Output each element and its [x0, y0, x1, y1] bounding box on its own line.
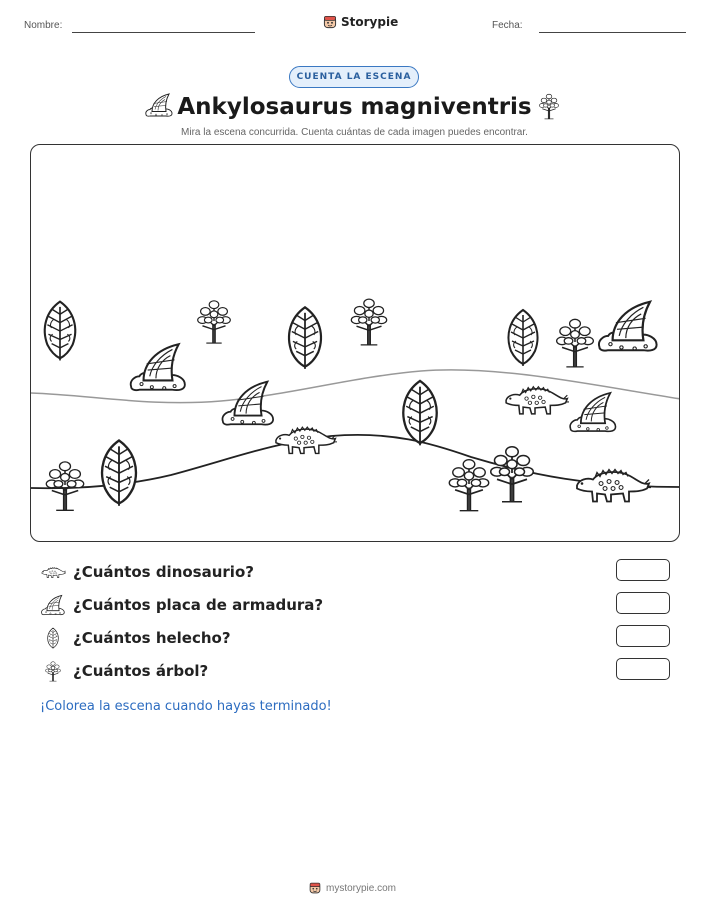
page-subtitle: Mira la escena concurrida. Cuenta cuántas de cada imagen puedes encontrar. [181, 127, 528, 138]
mascot-icon [308, 881, 322, 895]
fern [102, 441, 136, 506]
question-armor-plate [40, 592, 670, 618]
fern [508, 310, 537, 366]
name-label: Nombre: [24, 20, 63, 31]
back-hill-line [31, 370, 680, 403]
dinosaur [577, 470, 651, 502]
storypie-logo [322, 12, 398, 32]
tree [198, 301, 231, 343]
answer-box-fern[interactable] [616, 625, 670, 647]
armor-plate [570, 393, 615, 431]
fern [403, 381, 436, 445]
footer [308, 879, 396, 897]
footer-url: mystorypie.com [326, 882, 397, 894]
counting-scene [30, 144, 680, 542]
brand-name: Storypie [341, 15, 399, 29]
question-fern [40, 625, 670, 651]
mascot-icon [322, 14, 338, 30]
dinosaur [276, 427, 337, 453]
name-line[interactable] [72, 32, 255, 33]
question-text: ¿Cuántos dinosaurio? [73, 563, 254, 581]
armor-plate [131, 344, 185, 390]
page-title: Ankylosaurus magniventris [177, 94, 532, 120]
dinosaur-icon [40, 561, 66, 583]
activity-badge: CUENTA LA ESCENA [289, 66, 419, 88]
date-line[interactable] [539, 32, 686, 33]
coloring-instruction: ¡Colorea la escena cuando hayas terminado! [40, 699, 332, 714]
dinosaur [506, 387, 569, 414]
answer-box-tree[interactable] [616, 658, 670, 680]
question-text: ¿Cuántos placa de armadura? [73, 596, 324, 614]
armor-plate [599, 302, 657, 351]
tree [557, 319, 594, 367]
question-text: ¿Cuántos helecho? [73, 629, 231, 647]
question-tree [40, 658, 670, 684]
question-dinosaur [40, 559, 670, 585]
answer-box-dinosaur[interactable] [616, 559, 670, 581]
armor-plate-icon [40, 594, 66, 616]
tree-icon [40, 660, 66, 682]
answer-box-armor-plate[interactable] [616, 592, 670, 614]
tree [351, 299, 386, 345]
tree [491, 447, 534, 502]
armor-plate [222, 382, 273, 425]
tree [449, 460, 488, 511]
question-text: ¿Cuántos árbol? [73, 662, 209, 680]
tree-icon [536, 92, 562, 120]
fern [45, 302, 75, 361]
fern [289, 307, 321, 369]
date-label: Fecha: [492, 20, 523, 31]
fern-icon [40, 627, 66, 649]
tree [46, 462, 83, 510]
